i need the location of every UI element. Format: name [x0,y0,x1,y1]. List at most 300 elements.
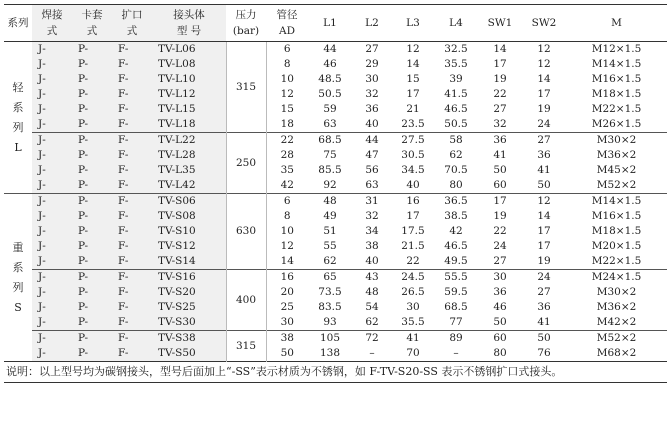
header-model: 接头体 型 号 [152,5,226,42]
ferrule-cell: P- [72,178,112,194]
sw1-cell: 22 [493,225,507,237]
ferrule-cell: P- [72,72,112,87]
series-label-char: 列 [12,280,24,294]
table-row [4,102,667,117]
l1-cell: 50.5 [318,88,342,100]
l2-cell: 31 [352,194,392,210]
header-ferrule: 卡套 式 [72,5,112,42]
ferrule-cell: P- [72,87,112,102]
l3-cell: 15 [406,73,420,85]
header-diameter: 管径 AD [266,5,308,42]
l3-cell: 30 [406,301,420,313]
l2-cell: 43 [352,270,392,286]
thread-cell: M16×1.5 [591,210,642,222]
sw1-cell: 24 [493,240,507,252]
l1-cell: 55 [323,240,337,252]
thread-cell: M16×1.5 [591,73,642,85]
weld-cell: J- [32,194,72,210]
l4-cell: 46.5 [444,103,468,115]
model-cell: TV-L18 [152,117,226,133]
thread-cell: M36×2 [596,301,637,313]
model-cell: TV-L12 [152,87,226,102]
diameter-cell: 22 [266,133,308,149]
l1-cell: 92 [323,179,337,191]
model-cell: TV-S38 [152,331,226,347]
model-cell: TV-S16 [152,270,226,286]
flare-cell: F- [112,72,152,87]
diameter-cell: 42 [280,179,294,191]
l3-cell: 22 [406,255,420,267]
l4-cell: 89 [434,331,478,347]
diameter-cell: 14 [280,255,294,267]
l1-cell: 83.5 [318,301,342,313]
sw1-cell: 17 [478,194,522,210]
weld-cell: J- [32,133,72,149]
l2-cell: 29 [365,58,379,70]
l3-cell: 30.5 [401,149,425,161]
l4-cell: 41.5 [444,88,468,100]
diameter-cell: 25 [280,301,294,313]
l4-cell: 36.5 [434,194,478,210]
series-label-char: 轻 [12,80,24,94]
flare-cell: F- [112,224,152,239]
ferrule-cell: P- [72,117,112,133]
thread-cell: M14×1.5 [591,58,642,70]
l1-cell: 62 [323,255,337,267]
diameter-cell: 30 [280,316,294,328]
header-thread: M [566,5,667,42]
l3-cell: 16 [392,194,434,210]
series-label-char: 系 [12,100,24,114]
thread-cell: M45×2 [596,164,637,176]
sw1-cell: 80 [493,347,507,359]
diameter-cell: 38 [266,331,308,347]
pressure-cell: 315 [226,42,266,133]
pressure-cell: 315 [226,331,266,362]
flare-cell: F- [112,285,152,300]
weld-cell: J- [32,178,72,194]
sw1-cell: 32 [493,118,507,130]
flare-cell: F- [112,117,152,133]
sw1-cell: 46 [493,301,507,313]
l4-cell: 42 [449,225,463,237]
l4-cell: – [453,347,459,359]
sw1-cell: 27 [493,255,507,267]
l1-cell: 59 [323,103,337,115]
header-sw2: SW2 [522,5,566,42]
ferrule-cell: P- [72,315,112,331]
table-row [4,239,667,254]
l4-cell: 77 [449,316,463,328]
l4-cell: 70.5 [444,164,468,176]
fitting-spec-table-container [4,4,667,426]
l3-cell: 21.5 [401,240,425,252]
l2-cell: 44 [352,133,392,149]
l3-cell: 26.5 [401,286,425,298]
ferrule-cell: P- [72,331,112,347]
sw1-cell: 19 [493,73,507,85]
fitting-spec-table [4,4,667,383]
weld-cell: J- [32,346,72,362]
sw2-cell: 27 [522,133,566,149]
thread-cell: M18×1.5 [591,88,642,100]
l1-cell: 73.5 [318,286,342,298]
l2-cell: 47 [365,149,379,161]
note-row [4,362,667,383]
l3-cell: 34.5 [401,164,425,176]
diameter-cell: 8 [283,210,291,222]
header-flare: 扩口 式 [112,5,152,42]
sw2-cell: 41 [537,164,551,176]
l2-cell: 48 [365,286,379,298]
thread-cell: M26×1.5 [591,118,642,130]
flare-cell: F- [112,270,152,286]
weld-cell: J- [32,163,72,178]
diameter-cell: 28 [280,149,294,161]
table-row [4,300,667,315]
l1-cell: 44 [323,43,337,55]
thread-cell: M68×2 [596,347,637,359]
l1-cell: 105 [308,331,352,347]
sw2-cell: 24 [522,270,566,286]
l2-cell: 40 [365,255,379,267]
l4-cell: 35.5 [444,58,468,70]
pressure-cell: 250 [226,133,266,194]
l2-cell: 34 [365,225,379,237]
series-label-char: L [14,140,22,154]
flare-cell: F- [112,254,152,270]
weld-cell: J- [32,285,72,300]
thread-cell: M22×1.5 [591,255,642,267]
table-row [4,331,667,347]
flare-cell: F- [112,57,152,72]
thread-cell: M36×2 [596,149,637,161]
l4-cell: 38.5 [444,210,468,222]
table-row [4,133,667,149]
weld-cell: J- [32,87,72,102]
l1-cell: 93 [323,316,337,328]
header-l4: L4 [434,5,478,42]
table-row [4,57,667,72]
l2-cell: 54 [365,301,379,313]
l2-cell: 40 [365,118,379,130]
l1-cell: 65 [308,270,352,286]
flare-cell: F- [112,87,152,102]
table-row [4,42,667,58]
flare-cell: F- [112,178,152,194]
diameter-cell: 15 [280,103,294,115]
ferrule-cell: P- [72,346,112,362]
header-l2: L2 [352,5,392,42]
l4-cell: 55.5 [434,270,478,286]
l3-cell: 12 [406,43,420,55]
l3-cell: 27.5 [392,133,434,149]
model-cell: TV-S50 [152,346,226,362]
model-cell: TV-L35 [152,163,226,178]
ferrule-cell: P- [72,102,112,117]
table-row [4,72,667,87]
table-row [4,270,667,286]
table-row [4,163,667,178]
l3-cell: 23.5 [401,118,425,130]
l3-cell: 14 [406,58,420,70]
flare-cell: F- [112,163,152,178]
sw1-cell: 17 [493,58,507,70]
flare-cell: F- [112,42,152,58]
weld-cell: J- [32,270,72,286]
l4-cell: 68.5 [444,301,468,313]
l1-cell: 51 [323,225,337,237]
sw1-cell: 22 [493,88,507,100]
ferrule-cell: P- [72,57,112,72]
flare-cell: F- [112,209,152,224]
ferrule-cell: P- [72,239,112,254]
l2-cell: 38 [365,240,379,252]
l3-cell: 40 [406,179,420,191]
ferrule-cell: P- [72,254,112,270]
ferrule-cell: P- [72,163,112,178]
model-cell: TV-S12 [152,239,226,254]
l4-cell: 46.5 [444,240,468,252]
l3-cell: 17.5 [401,225,425,237]
l2-cell: 63 [365,179,379,191]
weld-cell: J- [32,331,72,347]
sw1-cell: 50 [493,164,507,176]
weld-cell: J- [32,239,72,254]
l3-cell: 21 [406,103,420,115]
sw2-cell: 12 [537,43,551,55]
l1-cell: 63 [323,118,337,130]
thread-cell: M18×1.5 [591,225,642,237]
thread-cell: M30×2 [566,133,667,149]
diameter-cell: 12 [280,240,294,252]
l1-cell: 49 [323,210,337,222]
weld-cell: J- [32,117,72,133]
thread-cell: M30×2 [596,286,637,298]
l2-cell: 72 [352,331,392,347]
l2-cell: 56 [365,164,379,176]
model-cell: TV-L15 [152,102,226,117]
diameter-cell: 10 [280,73,294,85]
table-row [4,285,667,300]
thread-cell: M20×1.5 [591,240,642,252]
sw1-cell: 50 [493,316,507,328]
l4-cell: 59.5 [444,286,468,298]
series-label-char: 列 [12,120,24,134]
thread-cell: M22×1.5 [591,103,642,115]
weld-cell: J- [32,148,72,163]
l4-cell: 80 [449,179,463,191]
flare-cell: F- [112,102,152,117]
l4-cell: 62 [449,149,463,161]
ferrule-cell: P- [72,285,112,300]
weld-cell: J- [32,42,72,58]
l1-cell: 138 [319,347,341,359]
l4-cell: 49.5 [444,255,468,267]
series-label-cell [4,194,32,362]
ferrule-cell: P- [72,148,112,163]
sw2-cell: 24 [537,118,551,130]
model-cell: TV-S10 [152,224,226,239]
model-cell: TV-S08 [152,209,226,224]
series-label-char: 重 [12,240,24,254]
l2-cell: 27 [365,43,379,55]
flare-cell: F- [112,133,152,149]
model-cell: TV-S14 [152,254,226,270]
header-series: 系列 [4,5,32,42]
diameter-cell: 18 [280,118,294,130]
l2-cell: 62 [365,316,379,328]
weld-cell: J- [32,224,72,239]
l2-cell: 36 [365,103,379,115]
sw1-cell: 36 [478,133,522,149]
l3-cell: 41 [392,331,434,347]
model-cell: TV-L28 [152,148,226,163]
l3-cell: 70 [406,347,420,359]
model-cell: TV-S20 [152,285,226,300]
sw2-cell: 50 [537,179,551,191]
sw2-cell: 12 [537,58,551,70]
pressure-cell: 400 [226,270,266,331]
table-body [4,42,667,362]
sw1-cell: 60 [493,179,507,191]
l3-cell: 17 [406,210,420,222]
table-row [4,224,667,239]
diameter-cell: 20 [280,286,294,298]
header-sw1: SW1 [478,5,522,42]
series-label-char: 系 [12,260,24,274]
thread-cell: M14×1.5 [566,194,667,210]
weld-cell: J- [32,57,72,72]
ferrule-cell: P- [72,194,112,210]
diameter-cell: 8 [283,58,291,70]
pressure-cell: 630 [226,194,266,270]
thread-cell: M52×2 [566,331,667,347]
sw2-cell: 17 [537,225,551,237]
thread-cell: M12×1.5 [591,43,642,55]
table-row [4,209,667,224]
note-text: 说明：以上型号均为碳钢接头，型号后面加上“-SS”表示材质为不锈钢，如 F-TV-S20-SS 表示不锈钢扩口式接头。 [4,362,667,383]
l1-cell: 48.5 [318,73,342,85]
l3-cell: 35.5 [401,316,425,328]
sw1-cell: 36 [493,286,507,298]
sw2-cell: 12 [522,194,566,210]
sw2-cell: 41 [537,316,551,328]
l2-cell: 32 [365,88,379,100]
ferrule-cell: P- [72,133,112,149]
thread-cell: M42×2 [596,316,637,328]
sw2-cell: 27 [537,286,551,298]
weld-cell: J- [32,254,72,270]
l4-cell: 50.5 [444,118,468,130]
l1-cell: 68.5 [308,133,352,149]
diameter-cell: 12 [280,88,294,100]
sw1-cell: 41 [493,149,507,161]
sw2-cell: 50 [522,331,566,347]
sw2-cell: 14 [537,210,551,222]
sw1-cell: 27 [493,103,507,115]
sw1-cell: 60 [478,331,522,347]
diameter-cell: 35 [280,164,294,176]
header-weld: 焊接 式 [32,5,72,42]
l4-cell: 58 [434,133,478,149]
l3-cell: 17 [406,88,420,100]
l4-cell: 39 [449,73,463,85]
table-row [4,148,667,163]
l3-cell: 24.5 [392,270,434,286]
ferrule-cell: P- [72,209,112,224]
ferrule-cell: P- [72,42,112,58]
l2-cell: 32 [365,210,379,222]
weld-cell: J- [32,315,72,331]
flare-cell: F- [112,148,152,163]
l4-cell: 32.5 [444,43,468,55]
flare-cell: F- [112,194,152,210]
header-row [4,5,667,42]
ferrule-cell: P- [72,224,112,239]
flare-cell: F- [112,331,152,347]
flare-cell: F- [112,239,152,254]
model-cell: TV-S30 [152,315,226,331]
flare-cell: F- [112,346,152,362]
sw2-cell: 76 [537,347,551,359]
model-cell: TV-L42 [152,178,226,194]
l2-cell: – [369,347,375,359]
weld-cell: J- [32,209,72,224]
series-label-cell [4,42,32,194]
flare-cell: F- [112,300,152,315]
sw1-cell: 30 [478,270,522,286]
ferrule-cell: P- [72,270,112,286]
model-cell: TV-S06 [152,194,226,210]
table-row [4,117,667,133]
header-pressure: 压力 (bar) [226,5,266,42]
table-row [4,315,667,331]
header-l1: L1 [308,5,352,42]
flare-cell: F- [112,315,152,331]
table-row [4,178,667,194]
sw1-cell: 19 [493,210,507,222]
diameter-cell: 16 [266,270,308,286]
header-l3: L3 [392,5,434,42]
sw2-cell: 17 [537,88,551,100]
l1-cell: 46 [323,58,337,70]
weld-cell: J- [32,102,72,117]
table-row [4,194,667,210]
diameter-cell: 10 [280,225,294,237]
sw2-cell: 17 [537,240,551,252]
table-row [4,87,667,102]
model-cell: TV-L22 [152,133,226,149]
sw2-cell: 36 [537,149,551,161]
l1-cell: 85.5 [318,164,342,176]
weld-cell: J- [32,72,72,87]
diameter-cell: 6 [283,43,291,55]
sw2-cell: 14 [537,73,551,85]
table-row [4,346,667,362]
l2-cell: 30 [365,73,379,85]
sw2-cell: 19 [537,103,551,115]
model-cell: TV-S25 [152,300,226,315]
table-row [4,254,667,270]
sw1-cell: 14 [493,43,507,55]
series-label-char: S [14,300,22,314]
diameter-cell: 50 [280,347,294,359]
sw2-cell: 36 [537,301,551,313]
l1-cell: 75 [323,149,337,161]
ferrule-cell: P- [72,300,112,315]
model-cell: TV-L10 [152,72,226,87]
